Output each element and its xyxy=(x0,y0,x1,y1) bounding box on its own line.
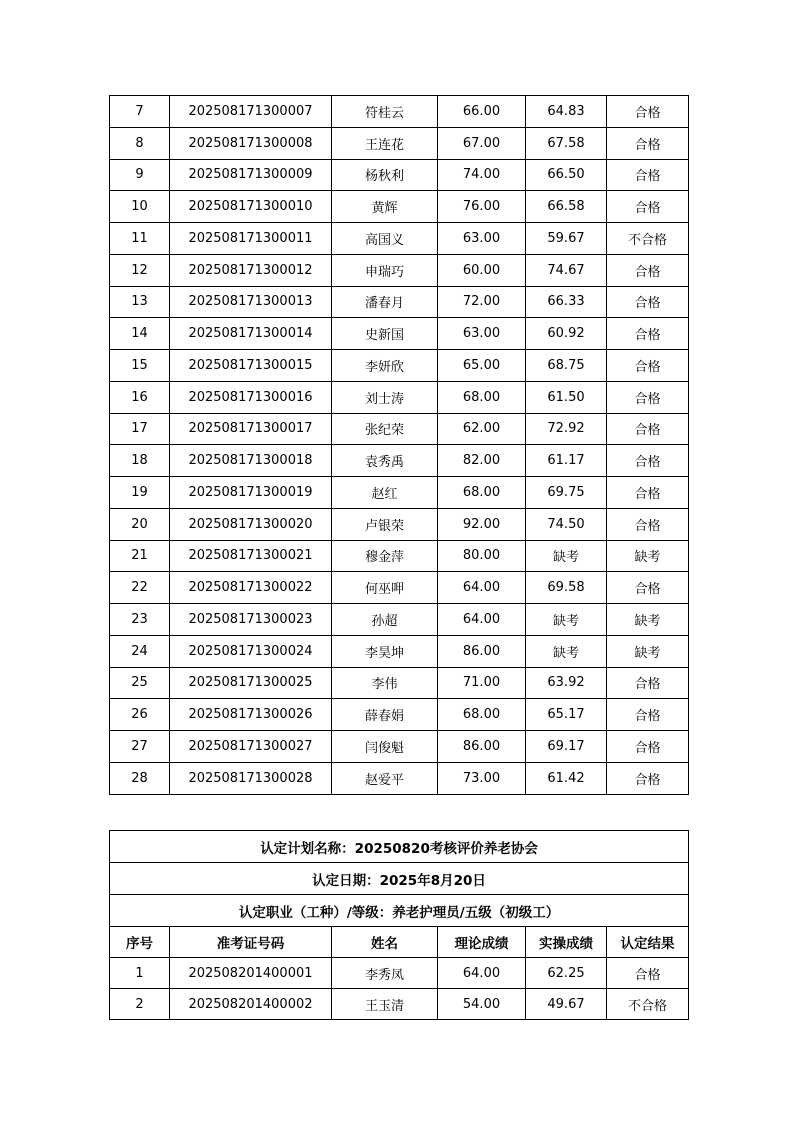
cell-theory-score: 73.00 xyxy=(438,762,526,794)
cell-ticket-number: 202508171300011 xyxy=(170,223,332,255)
table-row xyxy=(110,286,689,318)
cell-theory-score: 86.00 xyxy=(438,731,526,763)
cell-seq: 13 xyxy=(110,286,170,318)
cell-theory-score: 63.00 xyxy=(438,318,526,350)
cell-name: 李昊坤 xyxy=(332,635,438,667)
cell-seq: 28 xyxy=(110,762,170,794)
table-row xyxy=(110,254,689,286)
cell-result: 不合格 xyxy=(607,223,689,255)
cell-result: 不合格 xyxy=(607,989,689,1020)
cell-practical-score: 缺考 xyxy=(526,604,607,636)
table-row xyxy=(110,191,689,223)
cell-name: 李妍欣 xyxy=(332,350,438,382)
header-theory-score: 理论成绩 xyxy=(438,927,526,958)
cell-result: 缺考 xyxy=(607,540,689,572)
cell-theory-score: 92.00 xyxy=(438,508,526,540)
cell-result: 合格 xyxy=(607,958,689,989)
cell-theory-score: 82.00 xyxy=(438,445,526,477)
cell-seq: 26 xyxy=(110,699,170,731)
cell-result: 缺考 xyxy=(607,604,689,636)
cell-result: 合格 xyxy=(607,191,689,223)
cell-theory-score: 76.00 xyxy=(438,191,526,223)
header-ticket-number: 准考证号码 xyxy=(170,927,332,958)
table-row xyxy=(110,989,689,1020)
header-practical-score: 实操成绩 xyxy=(526,927,607,958)
cell-result: 合格 xyxy=(607,762,689,794)
cell-ticket-number: 202508171300015 xyxy=(170,350,332,382)
cell-ticket-number: 202508171300026 xyxy=(170,699,332,731)
cell-practical-score: 缺考 xyxy=(526,540,607,572)
cell-seq: 20 xyxy=(110,508,170,540)
cell-name: 史新国 xyxy=(332,318,438,350)
cell-result: 合格 xyxy=(607,127,689,159)
cell-theory-score: 71.00 xyxy=(438,667,526,699)
cell-name: 李秀凤 xyxy=(332,958,438,989)
table-row xyxy=(110,540,689,572)
cell-theory-score: 63.00 xyxy=(438,223,526,255)
exam-date-row xyxy=(110,863,689,895)
cell-seq: 9 xyxy=(110,159,170,191)
header-result: 认定结果 xyxy=(607,927,689,958)
cell-result: 合格 xyxy=(607,286,689,318)
cell-seq: 27 xyxy=(110,731,170,763)
cell-ticket-number: 202508171300025 xyxy=(170,667,332,699)
cell-ticket-number: 202508171300010 xyxy=(170,191,332,223)
cell-ticket-number: 202508171300017 xyxy=(170,413,332,445)
cell-name: 黄辉 xyxy=(332,191,438,223)
cell-ticket-number: 202508171300008 xyxy=(170,127,332,159)
header-name: 姓名 xyxy=(332,927,438,958)
table-row xyxy=(110,159,689,191)
cell-ticket-number: 202508171300020 xyxy=(170,508,332,540)
cell-practical-score: 72.92 xyxy=(526,413,607,445)
cell-seq: 8 xyxy=(110,127,170,159)
cell-name: 闫俊魁 xyxy=(332,731,438,763)
cell-name: 潘春月 xyxy=(332,286,438,318)
table-row xyxy=(110,318,689,350)
cell-ticket-number: 202508171300027 xyxy=(170,731,332,763)
cell-practical-score: 63.92 xyxy=(526,667,607,699)
table-row xyxy=(110,477,689,509)
cell-theory-score: 66.00 xyxy=(438,96,526,128)
cell-practical-score: 67.58 xyxy=(526,127,607,159)
cell-seq: 7 xyxy=(110,96,170,128)
results-table-body xyxy=(110,831,689,1020)
cell-result: 合格 xyxy=(607,667,689,699)
table-row xyxy=(110,699,689,731)
occupation-level: 认定职业（工种）/等级：养老护理员/五级（初级工） xyxy=(110,895,689,927)
results-table-new-plan xyxy=(109,830,689,1020)
cell-name: 袁秀禹 xyxy=(332,445,438,477)
cell-name: 穆金萍 xyxy=(332,540,438,572)
cell-practical-score: 69.58 xyxy=(526,572,607,604)
cell-practical-score: 68.75 xyxy=(526,350,607,382)
cell-theory-score: 64.00 xyxy=(438,604,526,636)
cell-seq: 23 xyxy=(110,604,170,636)
cell-theory-score: 64.00 xyxy=(438,572,526,604)
cell-ticket-number: 202508171300013 xyxy=(170,286,332,318)
cell-seq: 19 xyxy=(110,477,170,509)
table-row xyxy=(110,413,689,445)
table-row xyxy=(110,223,689,255)
cell-result: 合格 xyxy=(607,731,689,763)
cell-seq: 21 xyxy=(110,540,170,572)
cell-practical-score: 74.67 xyxy=(526,254,607,286)
cell-seq: 17 xyxy=(110,413,170,445)
table-row xyxy=(110,604,689,636)
cell-seq: 14 xyxy=(110,318,170,350)
cell-result: 合格 xyxy=(607,572,689,604)
plan-name-row xyxy=(110,831,689,863)
cell-practical-score: 49.67 xyxy=(526,989,607,1020)
cell-practical-score: 65.17 xyxy=(526,699,607,731)
cell-seq: 25 xyxy=(110,667,170,699)
cell-seq: 11 xyxy=(110,223,170,255)
cell-practical-score: 59.67 xyxy=(526,223,607,255)
cell-result: 缺考 xyxy=(607,635,689,667)
cell-theory-score: 68.00 xyxy=(438,381,526,413)
cell-name: 杨秋利 xyxy=(332,159,438,191)
cell-result: 合格 xyxy=(607,508,689,540)
results-table-continued xyxy=(109,95,689,795)
cell-ticket-number: 202508171300023 xyxy=(170,604,332,636)
header-seq: 序号 xyxy=(110,927,170,958)
plan-name: 认定计划名称：20250820考核评价养老协会 xyxy=(110,831,689,863)
cell-name: 王玉清 xyxy=(332,989,438,1020)
cell-name: 何巫呷 xyxy=(332,572,438,604)
cell-theory-score: 74.00 xyxy=(438,159,526,191)
cell-name: 刘士涛 xyxy=(332,381,438,413)
table-row xyxy=(110,635,689,667)
cell-ticket-number: 202508171300028 xyxy=(170,762,332,794)
cell-name: 赵红 xyxy=(332,477,438,509)
cell-ticket-number: 202508171300016 xyxy=(170,381,332,413)
exam-date: 认定日期：2025年8月20日 xyxy=(110,863,689,895)
cell-theory-score: 54.00 xyxy=(438,989,526,1020)
cell-theory-score: 86.00 xyxy=(438,635,526,667)
cell-result: 合格 xyxy=(607,254,689,286)
cell-practical-score: 61.17 xyxy=(526,445,607,477)
cell-practical-score: 61.50 xyxy=(526,381,607,413)
cell-theory-score: 68.00 xyxy=(438,699,526,731)
table-row xyxy=(110,96,689,128)
cell-ticket-number: 202508171300014 xyxy=(170,318,332,350)
cell-seq: 24 xyxy=(110,635,170,667)
cell-name: 张纪荣 xyxy=(332,413,438,445)
cell-practical-score: 69.17 xyxy=(526,731,607,763)
cell-result: 合格 xyxy=(607,445,689,477)
cell-practical-score: 61.42 xyxy=(526,762,607,794)
cell-ticket-number: 202508171300024 xyxy=(170,635,332,667)
table-row xyxy=(110,731,689,763)
table-row xyxy=(110,958,689,989)
cell-name: 赵爱平 xyxy=(332,762,438,794)
cell-practical-score: 60.92 xyxy=(526,318,607,350)
cell-seq: 1 xyxy=(110,958,170,989)
cell-practical-score: 66.58 xyxy=(526,191,607,223)
table-row xyxy=(110,572,689,604)
table-row xyxy=(110,508,689,540)
cell-seq: 10 xyxy=(110,191,170,223)
cell-practical-score: 缺考 xyxy=(526,635,607,667)
cell-name: 王连花 xyxy=(332,127,438,159)
cell-name: 卢银荣 xyxy=(332,508,438,540)
cell-theory-score: 60.00 xyxy=(438,254,526,286)
results-table-body xyxy=(110,96,689,795)
cell-name: 孙超 xyxy=(332,604,438,636)
cell-result: 合格 xyxy=(607,318,689,350)
cell-theory-score: 64.00 xyxy=(438,958,526,989)
cell-ticket-number: 202508171300022 xyxy=(170,572,332,604)
cell-result: 合格 xyxy=(607,699,689,731)
cell-result: 合格 xyxy=(607,96,689,128)
cell-result: 合格 xyxy=(607,413,689,445)
cell-seq: 18 xyxy=(110,445,170,477)
column-header-row xyxy=(110,927,689,958)
table-row xyxy=(110,445,689,477)
cell-practical-score: 66.50 xyxy=(526,159,607,191)
cell-seq: 2 xyxy=(110,989,170,1020)
occupation-row xyxy=(110,895,689,927)
cell-ticket-number: 202508171300019 xyxy=(170,477,332,509)
cell-theory-score: 68.00 xyxy=(438,477,526,509)
cell-result: 合格 xyxy=(607,381,689,413)
cell-seq: 12 xyxy=(110,254,170,286)
cell-ticket-number: 202508171300021 xyxy=(170,540,332,572)
cell-seq: 15 xyxy=(110,350,170,382)
cell-result: 合格 xyxy=(607,350,689,382)
cell-result: 合格 xyxy=(607,477,689,509)
cell-result: 合格 xyxy=(607,159,689,191)
cell-ticket-number: 202508171300009 xyxy=(170,159,332,191)
cell-ticket-number: 202508201400001 xyxy=(170,958,332,989)
table-row xyxy=(110,381,689,413)
table-row xyxy=(110,127,689,159)
table-row xyxy=(110,667,689,699)
cell-name: 高国义 xyxy=(332,223,438,255)
table-row xyxy=(110,350,689,382)
cell-name: 符桂云 xyxy=(332,96,438,128)
cell-theory-score: 65.00 xyxy=(438,350,526,382)
cell-practical-score: 66.33 xyxy=(526,286,607,318)
cell-practical-score: 62.25 xyxy=(526,958,607,989)
cell-theory-score: 67.00 xyxy=(438,127,526,159)
cell-ticket-number: 202508171300018 xyxy=(170,445,332,477)
cell-practical-score: 69.75 xyxy=(526,477,607,509)
cell-ticket-number: 202508201400002 xyxy=(170,989,332,1020)
cell-practical-score: 64.83 xyxy=(526,96,607,128)
cell-name: 申瑞巧 xyxy=(332,254,438,286)
cell-theory-score: 80.00 xyxy=(438,540,526,572)
cell-seq: 16 xyxy=(110,381,170,413)
table-row xyxy=(110,762,689,794)
cell-seq: 22 xyxy=(110,572,170,604)
cell-ticket-number: 202508171300012 xyxy=(170,254,332,286)
cell-theory-score: 62.00 xyxy=(438,413,526,445)
cell-theory-score: 72.00 xyxy=(438,286,526,318)
cell-name: 李伟 xyxy=(332,667,438,699)
cell-ticket-number: 202508171300007 xyxy=(170,96,332,128)
cell-practical-score: 74.50 xyxy=(526,508,607,540)
cell-name: 薛春娟 xyxy=(332,699,438,731)
